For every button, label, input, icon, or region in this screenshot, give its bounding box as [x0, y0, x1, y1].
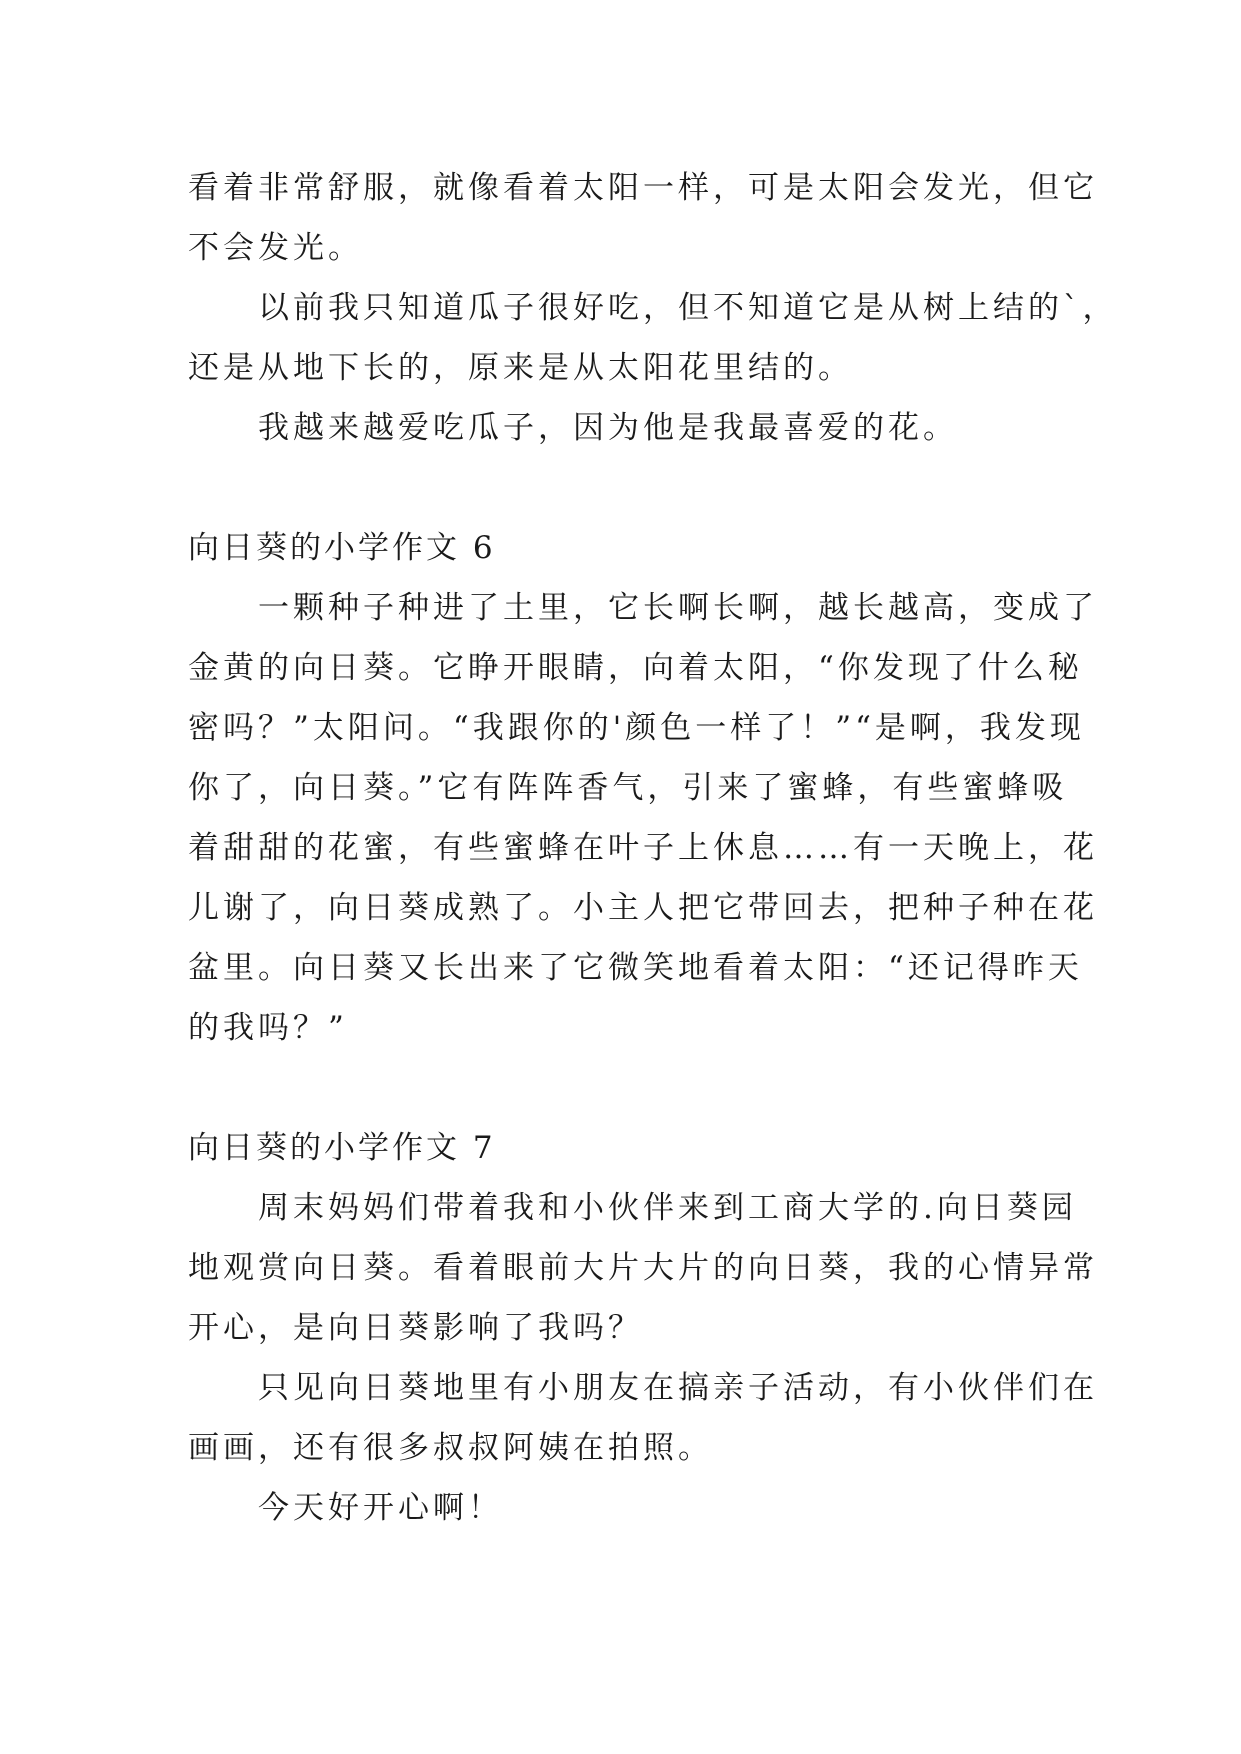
- text-line: 开心，是向日葵影响了我吗？: [188, 1310, 643, 1346]
- text-line: 以前我只知道瓜子很好吃，但不知道它是从树上结的`，: [258, 290, 1118, 326]
- text-line: 还是从地下长的，原来是从太阳花里结的。: [188, 350, 853, 386]
- section-spacer: [188, 458, 1068, 518]
- text-line: 我越来越爱吃瓜子，因为他是我最喜爱的花。: [258, 410, 958, 446]
- text-line: 画画，还有很多叔叔阿姨在拍照。: [188, 1430, 713, 1466]
- paragraph: [188, 1478, 1068, 1538]
- text-line: 看着非常舒服，就像看着太阳一样，可是太阳会发光，但它: [188, 170, 1098, 206]
- text-line: 密吗？”太阳问。“我跟你的'颜色一样了！”“是啊，我发现: [188, 710, 1085, 746]
- text-line: 你了，向日葵。”它有阵阵香气，引来了蜜蜂，有些蜜蜂吸: [188, 770, 1068, 806]
- text-line: 儿谢了，向日葵成熟了。小主人把它带回去，把种子种在花: [188, 890, 1098, 926]
- text-line: 着甜甜的花蜜，有些蜜蜂在叶子上休息……有一天晚上，花: [188, 830, 1098, 866]
- text-line: 不会发光。: [188, 230, 363, 266]
- text-line: 的我吗？”: [188, 1010, 348, 1046]
- document-body: [188, 158, 1118, 1538]
- text-line: 周末妈妈们带着我和小伙伴来到工商大学的.向日葵园: [258, 1190, 1077, 1226]
- text-line: 金黄的向日葵。它睁开眼睛，向着太阳，“你发现了什么秘: [188, 650, 1083, 686]
- paragraph: [188, 278, 1118, 398]
- paragraph: [188, 398, 1068, 458]
- section-title: 向日葵的小学作文 7: [188, 1130, 496, 1166]
- paragraph: [188, 1358, 1098, 1478]
- text-line: 盆里。向日葵又长出来了它微笑地看着太阳：“还记得昨天: [188, 950, 1083, 986]
- section-spacer: [188, 1058, 1068, 1118]
- text-line: 地观赏向日葵。看着眼前大片大片的向日葵，我的心情异常: [188, 1250, 1098, 1286]
- paragraph: [188, 158, 1098, 278]
- section-title: 向日葵的小学作文 6: [188, 530, 496, 566]
- text-line: 今天好开心啊！: [258, 1490, 503, 1526]
- paragraph: [188, 1178, 1098, 1358]
- text-line: 一颗种子种进了土里，它长啊长啊，越长越高，变成了: [258, 590, 1098, 626]
- paragraph: [188, 578, 1098, 1058]
- text-line: 只见向日葵地里有小朋友在搞亲子活动，有小伙伴们在: [258, 1370, 1098, 1406]
